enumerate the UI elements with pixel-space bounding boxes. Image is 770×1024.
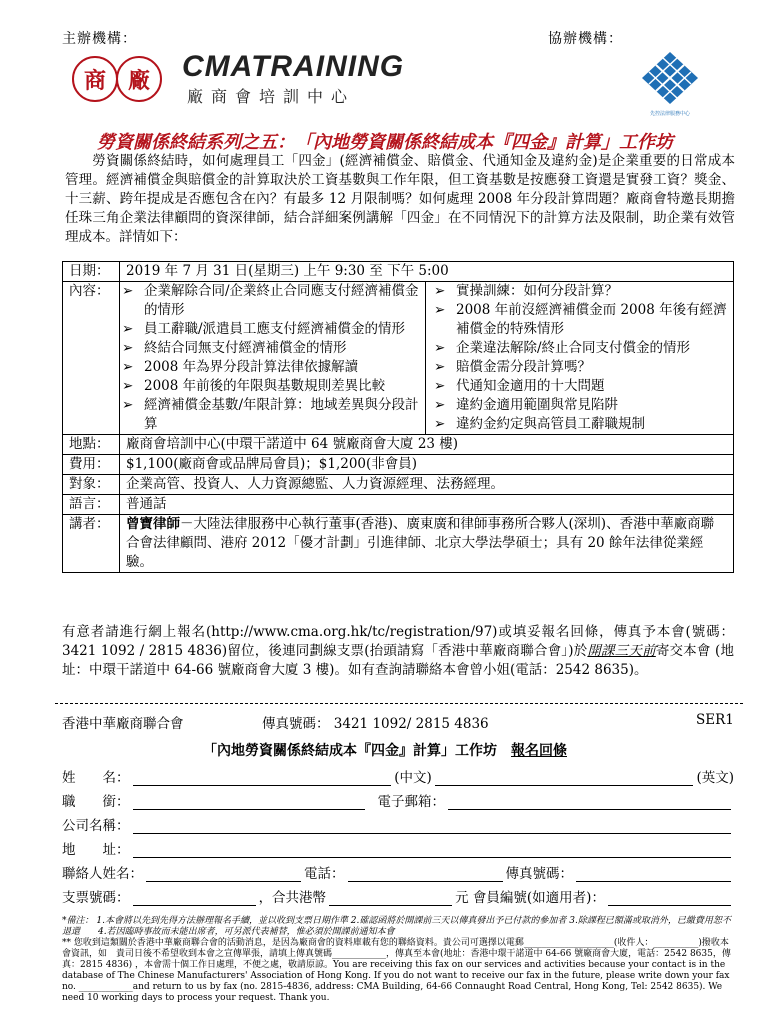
company-label: 公司名稱： — [62, 818, 130, 834]
speaker-label: 講者： — [63, 515, 120, 573]
position-field[interactable] — [133, 795, 365, 810]
email-label: 電子郵箱： — [377, 794, 445, 810]
language-label: 語言： — [63, 495, 120, 515]
date-label: 日期： — [63, 262, 120, 282]
speaker-value — [120, 515, 734, 573]
phone-field[interactable] — [348, 867, 503, 882]
date-row — [63, 262, 734, 282]
venue-label: 地點： — [63, 435, 120, 455]
reply-org: 香港中華廠商聯合會 — [62, 716, 184, 732]
list-item: ➢ 賠償金需分段計算嗎？ — [432, 358, 733, 377]
list-item: ➢ 員工辭職/派遣員工應支付經濟補償金的情形 — [120, 320, 421, 339]
fee-label: 費用： — [63, 455, 120, 475]
hkd-label: ，合共港幣 — [258, 890, 327, 906]
member-label: 元 會員編號(如適用者)： — [455, 890, 605, 906]
footnote-1: *備注： 1.本會將以先到先得方法辦理報名手續，並以收到支票日期作準 2.確認函將於開課前三天以傳真發出予已付款的參加者 3.除課程已額滿或取消外，已繳費用恕不退還 4.若因臨時事故而未能出席者，可另派代表補替，惟必須於開課前通知本會 — [62, 916, 731, 937]
cma-subtitle: 廠商會培訓中心 — [187, 87, 356, 106]
content-left-list — [120, 282, 426, 434]
list-item: ➢ 企業解除合同/企業終止合同應支付經濟補償金的情形 — [120, 282, 421, 320]
content-right-list — [426, 282, 733, 434]
coorganizer-label: 協辦機構： — [548, 31, 623, 47]
seal-char-1: 商 — [72, 56, 118, 102]
event-info-table — [62, 261, 734, 573]
venue-value: 廠商會培訓中心(中環干諾道中 64 號廠商會大廈 23 樓) — [120, 435, 734, 455]
partner-diamond-icon — [640, 50, 700, 106]
cut-line — [55, 703, 743, 704]
content-label: 內容： — [63, 282, 120, 435]
list-item: ➢ 違約金適用範圍與常見陷阱 — [432, 396, 733, 415]
chinese-name-field[interactable] — [133, 771, 392, 786]
address-row — [62, 838, 734, 858]
reply-fax: 傳真號碼： 3421 1092/ 2815 4836 — [262, 716, 489, 732]
reply-form-title — [0, 740, 770, 760]
name-row — [62, 766, 734, 786]
contact-row — [62, 862, 734, 882]
amount-field[interactable] — [329, 891, 452, 906]
intro-paragraph — [65, 152, 735, 247]
registration-text-b: 寄交本會 (地址：中環干諾道中 64-66 號廠商會大廈 3 樓)。如有查詢請聯絡本會曾小姐(電話：2542 8635)。 — [62, 643, 734, 678]
registration-deadline: 開課三天前 — [587, 643, 656, 659]
language-row — [63, 495, 734, 515]
email-field[interactable] — [448, 795, 731, 810]
contact-label: 聯絡人姓名： — [62, 866, 143, 882]
company-row — [62, 814, 734, 834]
list-item: ➢ 2008 年為界分段計算法律依據解讀 — [120, 358, 421, 377]
fee-row — [63, 455, 734, 475]
name-label: 姓 名： — [62, 770, 130, 786]
payment-row — [62, 886, 734, 906]
list-item: ➢ 代通知金適用的十大問題 — [432, 377, 733, 396]
speaker-bio: －大陸法律服務中心執行董事(香港)、廣東廣和律師事務所合夥人(深圳)、香港中華廠商聯合會法律顧問、港府 2012「優才計劃」引進律師、北京大學法學碩士；具有 20 餘年法律從業經驗。 — [126, 516, 715, 570]
cheque-label: 支票號碼： — [62, 890, 130, 906]
reply-code: SER1 — [696, 712, 734, 728]
position-row — [62, 790, 734, 810]
address-field[interactable] — [133, 843, 732, 858]
cma-training-logo — [72, 50, 405, 110]
target-row — [63, 475, 734, 495]
english-label: (英文) — [696, 770, 734, 786]
content-cell — [120, 282, 734, 435]
list-item: ➢ 實操訓練：如何分段計算？ — [432, 282, 733, 301]
member-field[interactable] — [608, 891, 731, 906]
footnote-2: ** 您收到這類關於香港中華廠商聯合會的活動消息，是因為廠商會的資料庫載有您的聯絡資料。貴公司可選擇以電郵____________________(收件人：__________)撥收本會資訊，如 貴司日後不希望收到本會之宣傳單張，請填上傳真號碼____________，傳真至本會(地址：香港中環干諾道中 64-66 號廠商會大廈，電話：2542 8635，傳真：2815 4836) ，本會需十個工作日處理，不便之處，敬請原諒。You are receiving this fax on our services and activities because your contact is in the database of The Chinese Manufacturers' Association of Hong Kong. If you do not want to receive our fax in the future, please write down your fax no. ____________and return to us by fax (no. 2815-4836, address: CMA Building, 64-66 Connaught Road Central, Hong Kong, Tel: 2542 8635). We need 10 working days to process your request. Thank you. — [62, 938, 731, 1003]
phone-label: 電話： — [304, 866, 345, 882]
content-row — [63, 282, 734, 435]
contact-field[interactable] — [146, 867, 301, 882]
speaker-name: 曾寶律師 — [126, 516, 180, 532]
list-item: ➢ 違約金約定與高管員工辭職規制 — [432, 415, 733, 434]
footnotes — [62, 916, 734, 1004]
fee-value: $1,100(廠商會或品牌局會員)；$1,200(非會員) — [120, 455, 734, 475]
venue-row — [63, 435, 734, 455]
registration-paragraph — [62, 623, 734, 680]
reply-title-text: 「內地勞資關係終結成本『四金』計算」工作坊 — [203, 743, 497, 759]
chinese-label: (中文) — [394, 770, 432, 786]
intro-text: 勞資關係終結時，如何處理員工「四金」(經濟補償金、賠償金、代通知金及違約金)是企業重要的日常成本管理。經濟補償金與賠償金的計算取決於工資基數與工作年限，但工資基數是按應發工資還是實發工資？獎金、十三薪、跨年提成是否應包含在內？有最多 12 月限制嗎？如何處理 2008 年分段計算問題？廠商會特邀長期擔任珠三角企業法律顧問的資深律師，結合詳細案例講解「四金」在不同情況下的計算方法及限制，助企業有效管理成本。詳情如下： — [65, 153, 735, 245]
target-value: 企業高管、投資人、人力資源總監、人力資源經理、法務經理。 — [120, 475, 734, 495]
company-field[interactable] — [133, 819, 732, 834]
list-item: ➢ 2008 年前後的年限與基數規則差異比較 — [120, 377, 421, 396]
speaker-row — [63, 515, 734, 573]
date-value: 2019 年 7 月 31 日(星期三) 上午 9:30 至 下午 5:00 — [120, 262, 734, 282]
reply-title-suffix: 報名回條 — [511, 743, 567, 759]
partner-logo-caption: 先控法律服務中心 — [649, 111, 690, 117]
list-item: ➢ 終結合同無支付經濟補償金的情形 — [120, 339, 421, 358]
seal-char-2: 廠 — [116, 56, 162, 102]
english-name-field[interactable] — [435, 771, 694, 786]
cma-brand: CMATRAINING — [182, 50, 405, 83]
fax-label: 傳真號碼： — [505, 866, 573, 882]
language-value: 普通話 — [120, 495, 734, 515]
organizer-label: 主辦機構： — [62, 31, 137, 47]
target-label: 對象： — [63, 475, 120, 495]
address-label: 地 址： — [62, 842, 130, 858]
registration-text-a: 有意者請進行網上報名(http://www.cma.org.hk/tc/registration/97)或填妥報名回條，傳真予本會(號碼：3421 1092 / 2815 4836)留位，後連同劃線支票(抬頭請寫「香港中華廠商聯合會」)於 — [62, 624, 734, 659]
list-item: ➢ 經濟補償金基數/年限計算：地域差異與分段計算 — [120, 396, 421, 434]
fax-field[interactable] — [576, 867, 731, 882]
page-title: 勞資關係終結系列之五：「內地勞資關係終結成本『四金』計算」工作坊 — [97, 132, 673, 153]
list-item: ➢ 企業違法解除/終止合同支付償金的情形 — [432, 339, 733, 358]
list-item: ➢ 2008 年前沒經濟補償金而 2008 年後有經濟補償金的特殊情形 — [432, 301, 733, 339]
cheque-field[interactable] — [133, 891, 256, 906]
position-label: 職 銜： — [62, 794, 130, 810]
partner-logo — [640, 50, 700, 120]
